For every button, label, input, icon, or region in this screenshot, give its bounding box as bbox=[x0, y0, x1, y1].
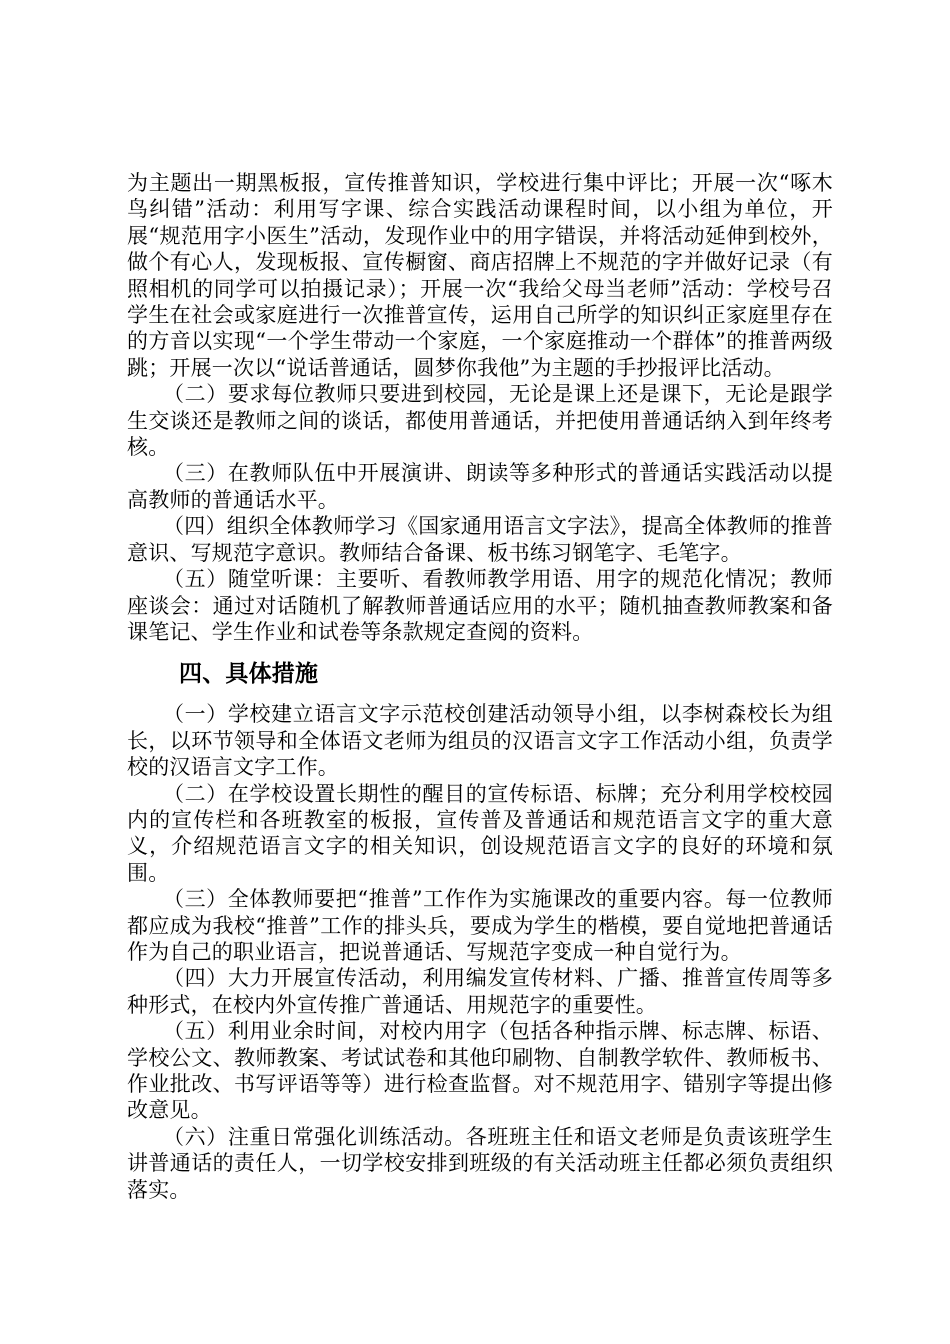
measure-item-4: （四）大力开展宣传活动，利用编发宣传材料、广播、推普宣传周等多种形式，在校内外宣传推广普通话、用规范字的重要性。 bbox=[127, 966, 833, 1017]
measure-item-5: （五）利用业余时间，对校内用字（包括各种指示牌、标志牌、标语、学校公文、教师教案、考试试卷和其他印刷物、自制教学软件、教师板书、作业批改、书写评语等等）进行检查监督。对不规范用字、错别字等提出修改意见。 bbox=[127, 1019, 833, 1123]
measure-item-2: （二）在学校设置长期性的醒目的宣传标语、标牌；充分利用学校校园内的宣传栏和各班教室的板报，宣传普及普通话和规范语言文字的重大意义，介绍规范语言文字的相关知识，创设规范语言文字的良好的环境和氛围。 bbox=[127, 781, 833, 885]
measure-item-6: （六）注重日常强化训练活动。各班班主任和语文老师是负责该班学生讲普通话的责任人，一切学校安排到班级的有关活动班主任都必须负责组织落实。 bbox=[127, 1124, 833, 1202]
paragraph-item-3: （三）在教师队伍中开展演讲、朗读等多种形式的普通话实践活动以提高教师的普通话水平。 bbox=[127, 461, 833, 512]
document-page bbox=[127, 170, 833, 1203]
paragraph-item-2: （二）要求每位教师只要进到校园，无论是课上还是课下，无论是跟学生交谈还是教师之间的谈话，都使用普通话，并把使用普通话纳入到年终考核。 bbox=[127, 382, 833, 460]
measure-item-1: （一）学校建立语言文字示范校创建活动领导小组，以李树森校长为组长，以环节领导和全体语文老师为组员的汉语言文字工作活动小组，负责学校的汉语言文字工作。 bbox=[127, 702, 833, 780]
measure-item-3: （三）全体教师要把“推普”工作作为实施课改的重要内容。每一位教师都应成为我校“推普”工作的排头兵，要成为学生的楷模，要自觉地把普通话作为自己的职业语言，把说普通话、写规范字变成一种自觉行为。 bbox=[127, 887, 833, 964]
paragraph-continued: 为主题出一期黑板报，宣传推普知识，学校进行集中评比；开展一次“啄木鸟纠错”活动：利用写字课、综合实践活动课程时间，以小组为单位，开展“规范用字小医生”活动，发现作业中的用字错误，并将活动延伸到校外，做个有心人，发现板报、宣传橱窗、商店招牌上不规范的字并做好记录（有照相机的同学可以拍摄记录）；开展一次“我给父母当老师”活动：学校号召学生在社会或家庭进行一次推普宣传，运用自己所学的知识纠正家庭里存在的方音以实现“一个学生带动一个家庭，一个家庭推动一个群体”的推普两级跳；开展一次以“说话普通话，圆梦你我他”为主题的手抄报评比活动。 bbox=[127, 171, 833, 380]
section-heading: 四、具体措施 bbox=[179, 661, 319, 688]
paragraph-item-5: （五）随堂听课：主要听、看教师教学用语、用字的规范化情况；教师座谈会：通过对话随机了解教师普通话应用的水平；随机抽查教师教案和备课笔记、学生作业和试卷等条款规定查阅的资料。 bbox=[127, 567, 833, 644]
paragraph-item-4: （四）组织全体教师学习《国家通用语言文字法》，提高全体教师的推普意识、写规范字意识。教师结合备课、板书练习钢笔字、毛笔字。 bbox=[127, 514, 833, 565]
